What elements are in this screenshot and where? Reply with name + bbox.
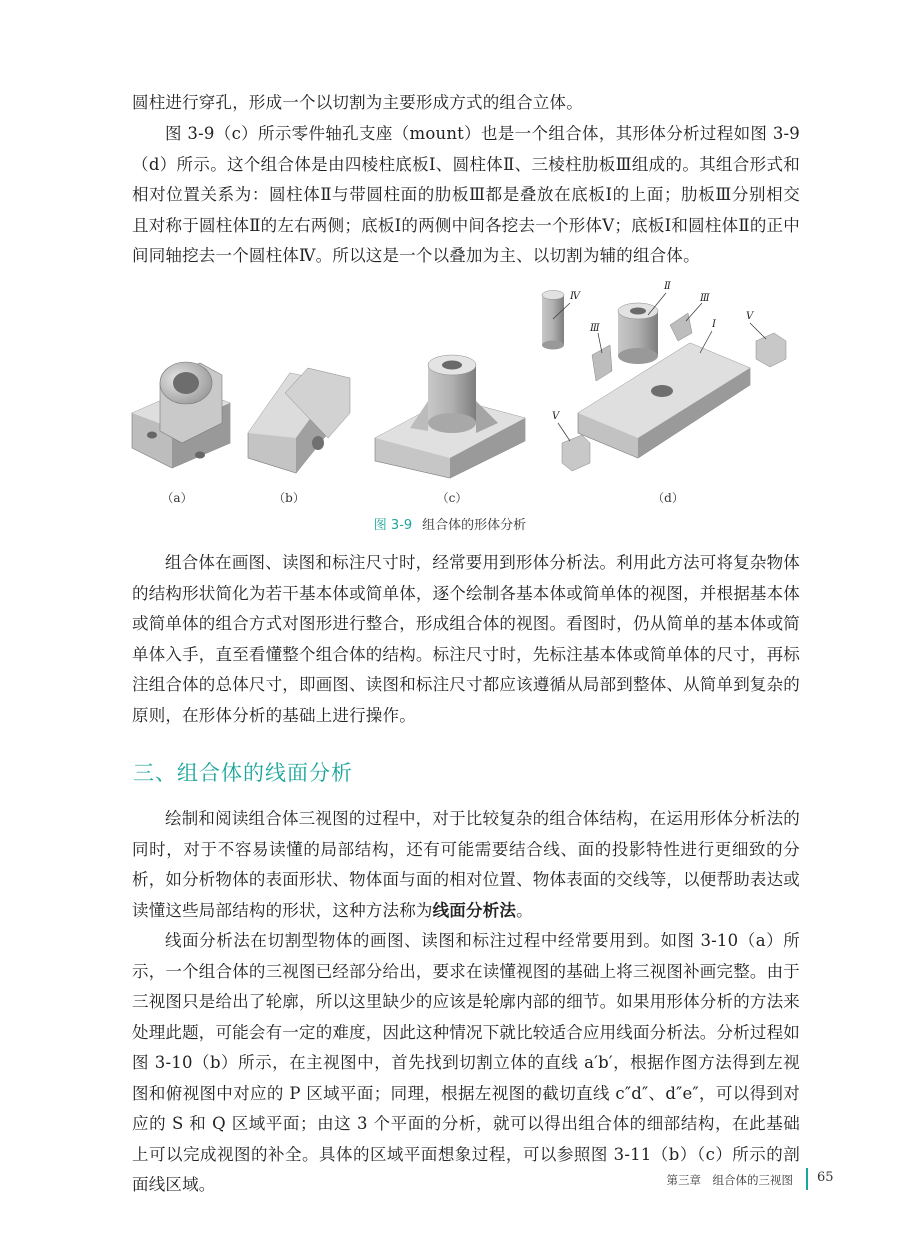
part-b-drawing [248, 368, 350, 473]
footer-chapter: 第三章 组合体的三视图 [666, 1173, 793, 1187]
sublabel-b: （b） [273, 491, 305, 505]
part-label-iii-left: Ⅲ [590, 323, 600, 334]
paragraph-line-face-intro-end: 。 [516, 900, 533, 920]
footer-divider [806, 1168, 808, 1190]
part-c-drawing [375, 355, 525, 478]
part-label-i: Ⅰ [712, 319, 716, 330]
part-a-drawing [132, 362, 230, 468]
figure-caption-text: 组合体的形体分析 [422, 518, 527, 533]
paragraph-shape-analysis: 组合体在画图、读图和标注尺寸时，经常要用到形体分析法。利用此方法可将复杂物体的结构形状简化为若干基本体或简单体，逐个绘制各基本体或简单体的视图，并根据基本体或简单体的组合方式对图形进行整合，形成组合体的视图。看图时，仍从简单的基本体或简单体入手，直至看懂整个组合体的结构。标注尺寸时，先标注基本体或简单体的尺寸，再标注组合体的总体尺寸，即画图、读图和标注尺寸都应该遵循从局部到整体、从简单到复杂的原则，在形体分析的基础上进行操作。 [132, 553, 800, 725]
figure-caption [0, 514, 900, 533]
paragraph-line-face-intro [132, 804, 800, 926]
page-footer [0, 1168, 900, 1190]
figure-3-9 [130, 283, 802, 528]
part-label-ii: Ⅱ [664, 281, 671, 292]
part-label-v-right: Ⅴ [746, 311, 754, 322]
sublabel-a: （a） [161, 491, 193, 505]
part-label-iv: Ⅳ [570, 291, 580, 302]
paragraph-mount-analysis: 图 3-9（c）所示零件轴孔支座（mount）也是一个组合体，其形体分析过程如图 3-9（d）所示。这个组合体是由四棱柱底板Ⅰ、圆柱体Ⅱ、三棱柱肋板Ⅲ组成的。其组合形式和相对位置关系为：圆柱体Ⅱ与带圆柱面的肋板Ⅲ都是叠放在底板Ⅰ的上面；肋板Ⅲ分别相交且对称于圆柱体Ⅱ的左右两侧；底板Ⅰ的两侧中间各挖去一个形体Ⅴ；底板Ⅰ和圆柱体Ⅱ的正中间同轴挖去一个圆柱体Ⅳ。所以这是一个以叠加为主、以切割为辅的组合体。 [132, 124, 800, 265]
paragraph-continuation: 圆柱进行穿孔，形成一个以切割为主要形成方式的组合立体。 [132, 93, 583, 112]
figure-caption-number: 图 3-9 [373, 518, 413, 533]
section-title: 三、组合体的线面分析 [133, 761, 353, 785]
sublabel-d: （d） [652, 491, 684, 505]
term-line-face-analysis: 线面分析法 [432, 900, 517, 920]
paragraph-line-face-intro-text: 绘制和阅读组合体三视图的过程中，对于比较复杂的组合体结构，在运用形体分析法的同时，对于不容易读懂的局部结构，还有可能需要结合线、面的投影特性进行更细致的分析，如分析物体的表面形状、物体面与面的相对位置、物体表面的交线等，以便帮助表达或读懂这些局部结构的形状，这种方法称为 [132, 809, 800, 920]
part-label-iii-right: Ⅲ [700, 293, 710, 304]
part-label-v-left: Ⅴ [552, 411, 560, 422]
sublabel-c: （c） [436, 491, 468, 505]
page-number: 65 [817, 1170, 834, 1185]
paragraph-line-face-usage: 线面分析法在切割型物体的画图、读图和标注过程中经常要用到。如图 3-10（a）所示，一个组合体的三视图已经部分给出，要求在读懂视图的基础上将三视图补画完整。由于三视图只是给出了轮廓，所以这里缺少的应该是轮廓内部的细节。如果用形体分析的方法来处理此题，可能会有一定的难度，因此这种情况下就比较适合应用线面分析法。分析过程如图 3-10（b）所示，在主视图中，首先找到切割立体的直线 a′b′，根据作图方法得到左视图和俯视图中对应的 P 区域平面；同理，根据左视图的截切直线 c″d″、d″e″，可以得到对应的 S 和 Q 区域平面；由这 3 个平面的分析，就可以得出组合体的细部结构，在此基础上可以完成视图的补全。具体的区域平面想象过程，可以参照图 3-11（b）（c）所示的剖面线区域。 [132, 931, 800, 1194]
